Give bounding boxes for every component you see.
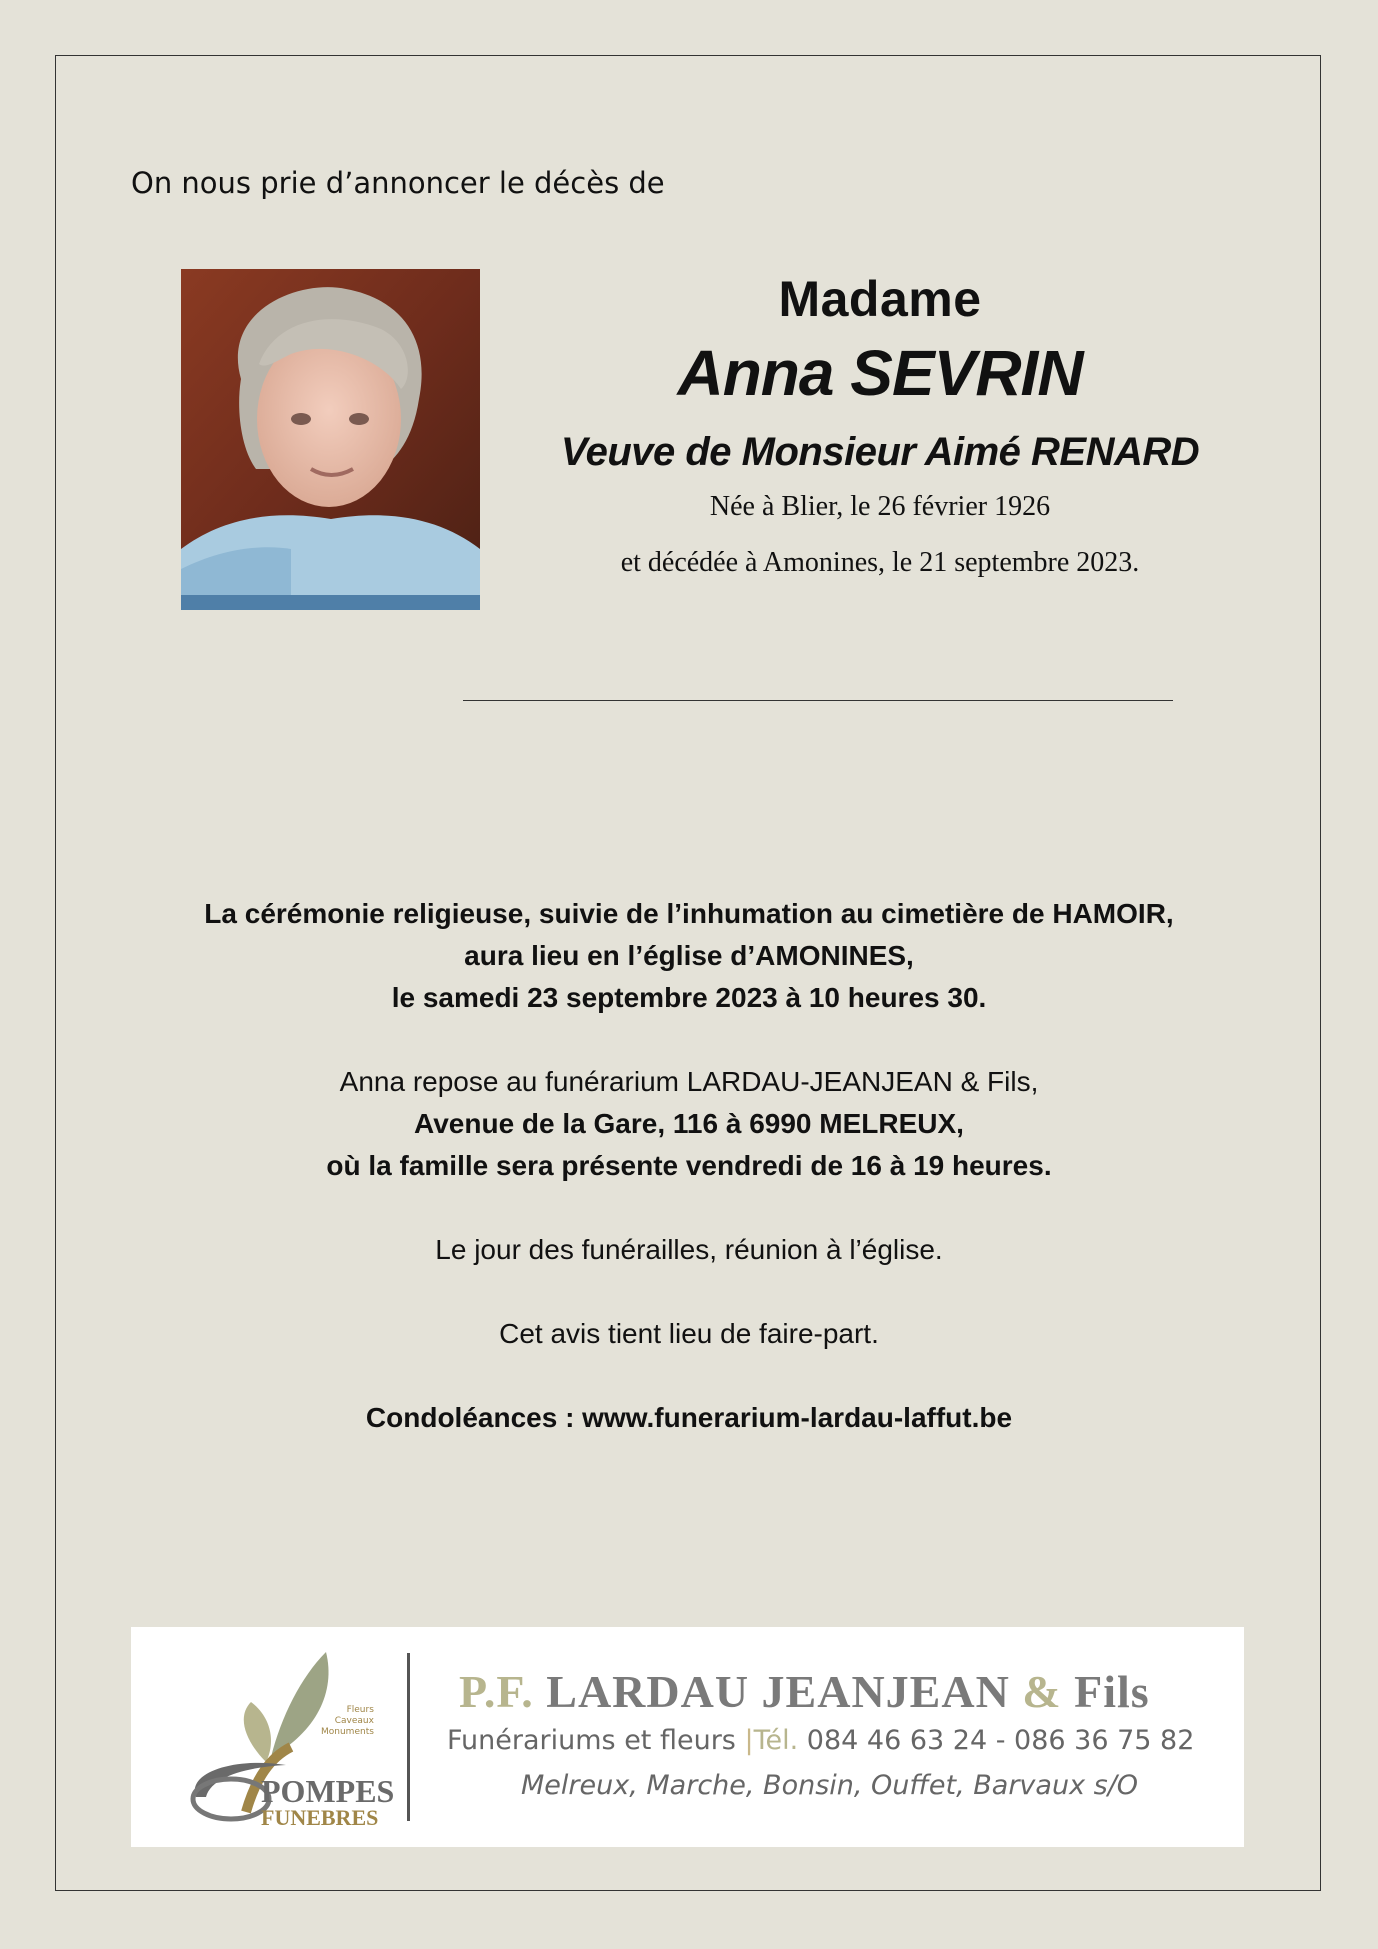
brand-suffix: Fils xyxy=(1074,1666,1150,1717)
brand-amp: & xyxy=(1022,1666,1062,1717)
widow-of: Veuve de Monsieur Aimé RENARD xyxy=(560,430,1200,474)
pompes-funebres-logo xyxy=(176,1647,396,1832)
services-text: Funérariums et fleurs xyxy=(447,1725,736,1756)
condolences-link[interactable]: Condoléances : www.funerarium-lardau-laffut.be xyxy=(365,1402,1013,1433)
logo-word-fleurs: Fleurs xyxy=(346,1705,374,1715)
tel-label: Tél. xyxy=(753,1725,799,1756)
ceremony-line-3: le samedi 23 septembre 2023 à 10 heures 30. xyxy=(391,982,987,1013)
funeral-home-banner xyxy=(131,1627,1244,1847)
notice-text: Cet avis tient lieu de faire-part. xyxy=(499,1318,879,1349)
locations-line: Melreux, Marche, Bonsin, Ouffet, Barvaux s/O xyxy=(521,1770,1139,1801)
logo-text-top: POMPES xyxy=(261,1773,395,1809)
visitation-line-1: Anna repose au funérarium LARDAU-JEANJEAN & Fils, xyxy=(339,1066,1039,1097)
logo-word-monuments: Monuments xyxy=(321,1727,374,1737)
death-info: et décédée à Amonines, le 21 septembre 2023. xyxy=(620,547,1140,578)
deceased-header xyxy=(520,265,1240,583)
brand-name xyxy=(459,1665,1150,1718)
divider-line xyxy=(463,700,1173,701)
announcement-body xyxy=(120,893,1258,1439)
brand-prefix: P.F. xyxy=(459,1666,534,1717)
phone-numbers[interactable]: 084 46 63 24 - 086 36 75 82 xyxy=(806,1725,1195,1756)
services-line xyxy=(447,1725,1194,1756)
intro-text: On nous prie d’annoncer le décès de xyxy=(131,166,665,200)
portrait-photo xyxy=(181,269,480,610)
logo-text-bottom: FUNEBRES xyxy=(261,1805,379,1830)
birth-info: Née à Blier, le 26 février 1926 xyxy=(709,491,1051,522)
pipe-divider: | xyxy=(744,1725,754,1756)
ceremony-line-1: La cérémonie religieuse, suivie de l’inhumation au cimetière de HAMOIR, xyxy=(204,898,1174,929)
banner-separator xyxy=(407,1653,410,1821)
meeting-text: Le jour des funérailles, réunion à l’église. xyxy=(435,1234,943,1265)
visitation-line-3: où la famille sera présente vendredi de 16 à 19 heures. xyxy=(326,1150,1052,1181)
ceremony-line-2: aura lieu en l’église d’AMONINES, xyxy=(464,940,914,971)
logo-word-caveaux: Caveaux xyxy=(334,1716,374,1726)
brand-main: LARDAU JEANJEAN xyxy=(546,1666,1010,1717)
honorific: Madame xyxy=(778,271,982,327)
visitation-line-2: Avenue de la Gare, 116 à 6990 MELREUX, xyxy=(414,1108,964,1139)
logo-side-words xyxy=(321,1705,374,1738)
deceased-name: Anna SEVRIN xyxy=(677,337,1083,409)
